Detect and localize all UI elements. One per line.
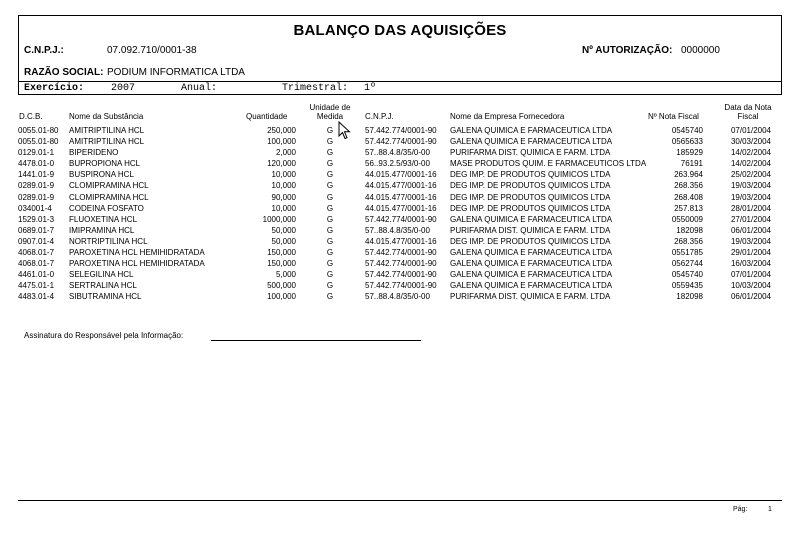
header-data: Data da Nota Fiscal xyxy=(724,103,772,121)
table-row xyxy=(18,247,782,258)
acquisitions-table xyxy=(18,125,782,303)
period-row xyxy=(19,83,781,95)
cell-qtd: 10,000 xyxy=(271,203,296,213)
cell-dcb: 1529.01-3 xyxy=(18,214,55,224)
cell-nome: SIBUTRAMINA HCL xyxy=(69,292,142,302)
cell-data: 30/03/2004 xyxy=(730,137,771,147)
footer-divider xyxy=(18,500,782,501)
cell-nota: 0562744 xyxy=(671,259,703,269)
cell-data: 06/01/2004 xyxy=(730,225,771,235)
cell-empresa: PURIFARMA DIST. QUIMICA E FARM. LTDA xyxy=(450,148,611,158)
cell-nota: 268.408 xyxy=(674,192,703,202)
table-row xyxy=(18,147,782,158)
cell-nome: AMITRIPTILINA HCL xyxy=(69,137,145,147)
cell-qtd: 10,000 xyxy=(271,170,296,180)
mouse-pointer-icon xyxy=(338,121,352,141)
autorizacao-label: Nº AUTORIZAÇÃO: xyxy=(582,45,673,56)
cell-qtd: 100,000 xyxy=(267,137,296,147)
cell-nome: CLOMIPRAMINA HCL xyxy=(69,181,149,191)
cell-cnpj: 44.015.477/0001-16 xyxy=(365,236,437,246)
cell-data: 07/01/2004 xyxy=(730,270,771,280)
cell-cnpj: 44.015.477/0001-16 xyxy=(365,181,437,191)
cell-empresa: GALENA QUIMICA E FARMACEUTICA LTDA xyxy=(450,259,613,269)
cell-empresa: PURIFARMA DIST. QUIMICA E FARM. LTDA xyxy=(450,225,611,235)
cell-empresa: DEG IMP. DE PRODUTOS QUIMICOS LTDA xyxy=(450,203,611,213)
cell-empresa: DEG IMP. DE PRODUTOS QUIMICOS LTDA xyxy=(450,192,611,202)
cell-nota: 257.813 xyxy=(674,203,703,213)
cell-nota: 268.356 xyxy=(674,181,703,191)
cell-cnpj: 57.442.774/0001-90 xyxy=(365,270,437,280)
cell-qtd: 120,000 xyxy=(267,159,296,169)
exercicio-label: Exercício: xyxy=(24,83,85,94)
cell-cnpj: 57..88.4.8/35/0-00 xyxy=(365,225,430,235)
cell-un: G xyxy=(326,259,334,269)
cnpj-label: C.N.P.J.: xyxy=(24,45,64,56)
cell-qtd: 150,000 xyxy=(267,259,296,269)
cell-nome: BUSPIRONA HCL xyxy=(69,170,134,180)
cell-nota: 263.964 xyxy=(674,170,703,180)
page-label: Pág: xyxy=(733,506,748,513)
cell-data: 14/02/2004 xyxy=(730,159,771,169)
cell-nome: BUPROPIONA HCL xyxy=(69,159,141,169)
cell-empresa: GALENA QUIMICA E FARMACEUTICA LTDA xyxy=(450,214,613,224)
cell-empresa: PURIFARMA DIST. QUIMICA E FARM. LTDA xyxy=(450,292,611,302)
table-row xyxy=(18,158,782,169)
cell-qtd: 50,000 xyxy=(271,236,296,246)
table-row xyxy=(18,258,782,269)
autorizacao-value: 0000000 xyxy=(681,45,720,56)
cell-dcb: 4475.01-1 xyxy=(18,281,55,291)
cell-data: 25/02/2004 xyxy=(730,170,771,180)
cell-empresa: GALENA QUIMICA E FARMACEUTICA LTDA xyxy=(450,281,613,291)
cell-qtd: 2,000 xyxy=(275,148,296,158)
cell-cnpj: 56..93.2.5/93/0-00 xyxy=(365,159,430,169)
cnpj-value: 07.092.710/0001-38 xyxy=(107,45,197,56)
cell-un: G xyxy=(326,236,334,246)
cell-qtd: 250,000 xyxy=(267,126,296,135)
cell-data: 14/02/2004 xyxy=(730,148,771,158)
cell-nome: CODEINA FOSFATO xyxy=(69,203,144,213)
table-row xyxy=(18,192,782,203)
exercicio-value: 2007 xyxy=(111,83,136,94)
table-row xyxy=(18,291,782,302)
cell-cnpj: 57..88.4.8/35/0-00 xyxy=(365,148,430,158)
cell-dcb: 0289.01-9 xyxy=(18,181,55,191)
anual-label: Anual: xyxy=(181,83,218,94)
header-divider xyxy=(19,81,781,82)
cell-qtd: 1000,000 xyxy=(262,214,296,224)
cell-nota: 0550009 xyxy=(671,214,703,224)
cell-data: 19/03/2004 xyxy=(730,192,771,202)
table-row xyxy=(18,125,782,136)
cell-dcb: 0689.01-7 xyxy=(18,225,55,235)
table-row xyxy=(18,136,782,147)
table-row xyxy=(18,225,782,236)
cell-un: G xyxy=(326,225,334,235)
cell-cnpj: 57..88.4.8/35/0-00 xyxy=(365,292,430,302)
cell-data: 28/01/2004 xyxy=(730,203,771,213)
cell-data: 16/03/2004 xyxy=(730,259,771,269)
cell-nome: IMIPRAMINA HCL xyxy=(69,225,135,235)
trimestral-label: Trimestral: xyxy=(282,83,349,94)
cell-empresa: GALENA QUIMICA E FARMACEUTICA LTDA xyxy=(450,270,613,280)
cell-un: G xyxy=(326,248,334,258)
cell-cnpj: 57.442.774/0001-90 xyxy=(365,126,437,135)
header-empresa: Nome da Empresa Fornecedora xyxy=(450,112,565,121)
table-row xyxy=(18,203,782,214)
cell-un: G xyxy=(326,292,334,302)
report-title: BALANÇO DAS AQUISIÇÕES xyxy=(293,22,507,39)
cell-dcb: 034001-4 xyxy=(18,203,52,213)
cell-cnpj: 44.015.477/0001-16 xyxy=(365,203,437,213)
cell-nome: SELEGILINA HCL xyxy=(69,270,134,280)
cell-dcb: 1441.01-9 xyxy=(18,170,55,180)
header-quantidade: Quantidade xyxy=(246,112,288,121)
cell-nome: FLUOXETINA HCL xyxy=(69,214,138,224)
cell-qtd: 50,000 xyxy=(271,225,296,235)
cell-un: G xyxy=(326,203,334,213)
cell-dcb: 4483.01-4 xyxy=(18,292,55,302)
cell-un: G xyxy=(326,281,334,291)
cell-data: 10/03/2004 xyxy=(730,281,771,291)
table-row xyxy=(18,269,782,280)
cell-un: G xyxy=(326,192,334,202)
cell-nome: BIPERIDENO xyxy=(69,148,119,158)
table-row xyxy=(18,180,782,191)
cell-nome: CLOMIPRAMINA HCL xyxy=(69,192,149,202)
cell-un: G xyxy=(326,214,334,224)
cell-dcb: 0129.01-1 xyxy=(18,148,55,158)
header-cnpj: C.N.P.J. xyxy=(365,112,394,121)
header-substancia: Nome da Substância xyxy=(69,112,144,121)
cell-qtd: 5,000 xyxy=(275,270,296,280)
cell-qtd: 10,000 xyxy=(271,181,296,191)
cell-un: G xyxy=(326,170,334,180)
cell-cnpj: 44.015.477/0001-16 xyxy=(365,192,437,202)
cell-un: G xyxy=(326,148,334,158)
cell-empresa: GALENA QUIMICA E FARMACEUTICA LTDA xyxy=(450,248,613,258)
cell-nota: 0545740 xyxy=(671,270,703,280)
cell-un: G xyxy=(326,126,334,135)
cell-qtd: 500,000 xyxy=(267,281,296,291)
cell-cnpj: 44.015.477/0001-16 xyxy=(365,170,437,180)
cell-empresa: DEG IMP. DE PRODUTOS QUIMICOS LTDA xyxy=(450,170,611,180)
header-unidade: Unidade de Medida xyxy=(309,103,351,121)
cell-dcb: 0907.01-4 xyxy=(18,236,55,246)
cell-data: 19/03/2004 xyxy=(730,236,771,246)
cell-data: 06/01/2004 xyxy=(730,292,771,302)
cell-empresa: DEG IMP. DE PRODUTOS QUIMICOS LTDA xyxy=(450,236,611,246)
cell-empresa: DEG IMP. DE PRODUTOS QUIMICOS LTDA xyxy=(450,181,611,191)
cell-qtd: 150,000 xyxy=(267,248,296,258)
cell-data: 07/01/2004 xyxy=(730,126,771,135)
cell-dcb: 4478.01-0 xyxy=(18,159,55,169)
cell-empresa: MASE PRODUTOS QUIM. E FARMACEUTICOS LTDA xyxy=(450,159,647,169)
cell-empresa: GALENA QUIMICA E FARMACEUTICA LTDA xyxy=(450,126,613,135)
cell-nome: AMITRIPTILINA HCL xyxy=(69,126,145,135)
signature-line xyxy=(211,340,421,341)
cell-un: G xyxy=(326,137,334,147)
cell-cnpj: 57.442.774/0001-90 xyxy=(365,248,437,258)
cell-cnpj: 57.442.774/0001-90 xyxy=(365,281,437,291)
cell-data: 29/01/2004 xyxy=(730,248,771,258)
cell-nota: 0565633 xyxy=(671,137,703,147)
signature-label: Assinatura do Responsável pela Informação: xyxy=(24,331,184,340)
cell-un: G xyxy=(326,159,334,169)
cell-dcb: 0055.01-80 xyxy=(18,137,59,147)
table-row xyxy=(18,280,782,291)
cell-cnpj: 57.442.774/0001-90 xyxy=(365,137,437,147)
cell-nota: 185929 xyxy=(676,148,703,158)
cell-un: G xyxy=(326,270,334,280)
cell-dcb: 0289.01-9 xyxy=(18,192,55,202)
cell-nome: SERTRALINA HCL xyxy=(69,281,137,291)
cell-nome: NORTRIPTILINA HCL xyxy=(69,236,148,246)
razao-social-label: RAZÃO SOCIAL: xyxy=(24,67,104,78)
cell-data: 27/01/2004 xyxy=(730,214,771,224)
table-row xyxy=(18,236,782,247)
table-row xyxy=(18,169,782,180)
cell-nome: PAROXETINA HCL HEMIHIDRATADA xyxy=(69,259,205,269)
header-dcb: D.C.B. xyxy=(19,112,43,121)
cell-nota: 0545740 xyxy=(671,126,703,135)
cell-un: G xyxy=(326,181,334,191)
cell-dcb: 4068.01-7 xyxy=(18,259,55,269)
cell-cnpj: 57.442.774/0001-90 xyxy=(365,259,437,269)
trimestral-value: 1º xyxy=(364,83,377,94)
cell-empresa: GALENA QUIMICA E FARMACEUTICA LTDA xyxy=(450,137,613,147)
table-row xyxy=(18,214,782,225)
cell-data: 19/03/2004 xyxy=(730,181,771,191)
cell-nota: 76191 xyxy=(680,159,703,169)
header-nota: Nº Nota Fiscal xyxy=(648,112,699,121)
cell-dcb: 4461.01-0 xyxy=(18,270,55,280)
cell-nota: 182098 xyxy=(676,292,703,302)
report-header-box xyxy=(18,15,782,95)
cell-qtd: 100,000 xyxy=(267,292,296,302)
cell-dcb: 0055.01-80 xyxy=(18,126,59,135)
cell-cnpj: 57.442.774/0001-90 xyxy=(365,214,437,224)
cell-dcb: 4068.01-7 xyxy=(18,248,55,258)
cell-nota: 0559435 xyxy=(671,281,703,291)
cell-nota: 182098 xyxy=(676,225,703,235)
cell-nota: 268.356 xyxy=(674,236,703,246)
cell-nome: PAROXETINA HCL HEMIHIDRATADA xyxy=(69,248,205,258)
cell-nota: 0551785 xyxy=(671,248,703,258)
cell-qtd: 90,000 xyxy=(271,192,296,202)
page-number: 1 xyxy=(768,506,772,513)
razao-social-value: PODIUM INFORMATICA LTDA xyxy=(107,67,245,78)
